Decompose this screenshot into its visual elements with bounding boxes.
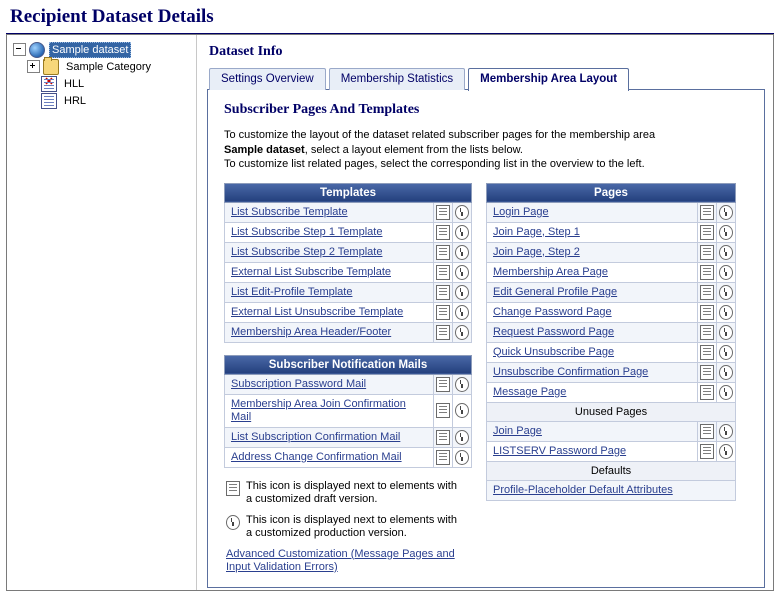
table-row[interactable]: [487, 242, 736, 262]
table-row[interactable]: [225, 242, 472, 262]
production-version-icon[interactable]: [455, 403, 469, 418]
tab-bar: [209, 67, 765, 90]
draft-version-icon[interactable]: [436, 430, 450, 445]
production-cell[interactable]: [453, 322, 472, 342]
advanced-customization-link[interactable]: [226, 548, 478, 575]
link-external-list-unsubscribe-template[interactable]: External List Unsubscribe Template: [231, 305, 404, 318]
table-cell-name: [487, 362, 698, 382]
link-login-page[interactable]: Login Page: [493, 205, 549, 218]
draft-cell[interactable]: [698, 441, 717, 461]
draft-version-icon[interactable]: [700, 205, 714, 220]
legend: [226, 480, 474, 541]
draft-cell[interactable]: [434, 447, 453, 467]
templates-header: Templates: [225, 183, 472, 202]
legend-text: [246, 480, 457, 507]
draft-version-icon[interactable]: [436, 305, 450, 320]
intro-line-3: To customize list related pages, select the corresponding list in the overview to the left.: [224, 158, 645, 170]
production-cell[interactable]: [717, 262, 736, 282]
link-membership-area-page[interactable]: Membership Area Page: [493, 265, 608, 278]
pages-header: Pages: [487, 183, 736, 202]
draft-cell[interactable]: [698, 322, 717, 342]
unused-pages-subheader-row: [487, 402, 736, 421]
draft-cell[interactable]: [434, 222, 453, 242]
draft-version-icon[interactable]: [436, 225, 450, 240]
tree-node-label[interactable]: HRL: [64, 94, 87, 107]
table-row[interactable]: [225, 374, 472, 394]
table-row[interactable]: [225, 427, 472, 447]
link-profile-placeholder-default-attributes[interactable]: Profile-Placeholder Default Attributes: [493, 483, 673, 496]
section-title: Dataset Info: [209, 44, 283, 59]
tab-panel-membership-area-layout: [207, 89, 765, 588]
draft-cell[interactable]: [698, 262, 717, 282]
page-title: Recipient Dataset Details: [10, 6, 214, 27]
table-row[interactable]: [487, 480, 736, 500]
table-row[interactable]: [487, 382, 736, 402]
draft-version-icon[interactable]: [700, 225, 714, 240]
draft-cell[interactable]: [434, 322, 453, 342]
production-version-icon[interactable]: [455, 450, 469, 465]
draft-version-icon[interactable]: [436, 377, 450, 392]
list-disabled-icon: [41, 76, 57, 92]
draft-cell[interactable]: [434, 242, 453, 262]
table-row[interactable]: [487, 202, 736, 222]
table-cell-name: [225, 322, 434, 342]
table-row[interactable]: [487, 322, 736, 342]
draft-cell[interactable]: [434, 427, 453, 447]
draft-version-icon[interactable]: [700, 385, 714, 400]
draft-version-icon[interactable]: [700, 245, 714, 260]
table-cell-name: [225, 282, 434, 302]
draft-cell[interactable]: [698, 242, 717, 262]
draft-version-icon[interactable]: [700, 285, 714, 300]
draft-cell[interactable]: [698, 222, 717, 242]
draft-version-icon[interactable]: [700, 305, 714, 320]
draft-version-icon[interactable]: [436, 325, 450, 340]
production-cell[interactable]: [453, 394, 472, 427]
draft-cell[interactable]: [698, 342, 717, 362]
tree-indent: [27, 76, 41, 92]
link-membership-area-header-footer[interactable]: Membership Area Header/Footer: [231, 325, 392, 338]
legend-row-draft: [226, 480, 474, 507]
production-cell[interactable]: [717, 362, 736, 382]
defaults-subheader-row: [487, 461, 736, 480]
production-version-icon[interactable]: [455, 305, 469, 320]
production-version-icon[interactable]: [719, 265, 733, 280]
table-cell-name: [487, 382, 698, 402]
intro-dataset-name: Sample dataset: [224, 143, 305, 156]
production-cell[interactable]: [717, 222, 736, 242]
link-join-page[interactable]: Join Page: [493, 424, 542, 437]
tree-node-label[interactable]: Sample Category: [66, 60, 151, 73]
draft-cell[interactable]: [698, 202, 717, 222]
production-cell[interactable]: [453, 427, 472, 447]
production-cell[interactable]: [453, 374, 472, 394]
table-row[interactable]: [487, 441, 736, 461]
draft-cell[interactable]: [698, 282, 717, 302]
table-row[interactable]: [225, 394, 472, 427]
legend-production-line-2: a customized production version.: [246, 527, 407, 539]
production-cell[interactable]: [717, 282, 736, 302]
link-quick-unsubscribe-page[interactable]: Quick Unsubscribe Page: [493, 345, 615, 358]
draft-cell[interactable]: [434, 282, 453, 302]
panel-intro-text: [224, 128, 750, 172]
production-version-icon[interactable]: [719, 205, 733, 220]
table-cell-name: [487, 342, 698, 362]
templates-table: [224, 183, 472, 343]
draft-version-icon[interactable]: [436, 245, 450, 260]
production-version-icon[interactable]: [719, 345, 733, 360]
table-cell-name: [487, 322, 698, 342]
table-cell-name: [225, 302, 434, 322]
table-cell-name: [487, 421, 698, 441]
production-cell[interactable]: [717, 322, 736, 342]
link-list-subscribe-template[interactable]: List Subscribe Template: [231, 205, 348, 218]
draft-cell[interactable]: [698, 362, 717, 382]
draft-cell[interactable]: [434, 302, 453, 322]
table-header-row: [487, 183, 736, 202]
production-version-icon[interactable]: [719, 424, 733, 439]
table-row[interactable]: [487, 362, 736, 382]
table-row[interactable]: [225, 282, 472, 302]
tree-indent: [13, 76, 27, 92]
tree-node-label[interactable]: HLL: [64, 77, 85, 90]
table-header-row: [225, 183, 472, 202]
link-list-subscribe-step-2-template[interactable]: List Subscribe Step 2 Template: [231, 245, 383, 258]
draft-cell[interactable]: [434, 202, 453, 222]
link-address-change-confirmation-mail[interactable]: Address Change Confirmation Mail: [231, 450, 402, 463]
advanced-customization-line-1[interactable]: Advanced Customization (Message Pages and: [226, 547, 455, 560]
production-version-icon[interactable]: [455, 265, 469, 280]
link-subscription-password-mail[interactable]: Subscription Password Mail: [231, 377, 367, 390]
draft-version-icon[interactable]: [700, 325, 714, 340]
draft-version-icon[interactable]: [436, 265, 450, 280]
table-cell-name: [487, 480, 736, 500]
draft-version-icon[interactable]: [700, 345, 714, 360]
collapse-expander-icon[interactable]: [13, 43, 26, 56]
link-edit-general-profile-page[interactable]: Edit General Profile Page: [493, 285, 618, 298]
table-row[interactable]: [487, 262, 736, 282]
link-list-edit-profile-template[interactable]: List Edit-Profile Template: [231, 285, 353, 298]
production-cell[interactable]: [453, 202, 472, 222]
tree-indent: [27, 93, 41, 109]
table-row[interactable]: [225, 447, 472, 467]
pages-table: [486, 183, 736, 501]
dataset-icon: [29, 42, 45, 58]
draft-cell[interactable]: [434, 262, 453, 282]
table-cell-name: [225, 242, 434, 262]
link-listserv-password-page[interactable]: LISTSERV Password Page: [493, 444, 627, 457]
tab-membership-area-layout[interactable]: Membership Area Layout: [468, 68, 629, 91]
link-change-password-page[interactable]: Change Password Page: [493, 305, 612, 318]
legend-production-line-1: This icon is displayed next to elements with: [246, 513, 457, 526]
tab-membership-statistics[interactable]: Membership Statistics: [329, 68, 465, 90]
tree-indent: [13, 93, 27, 109]
legend-draft-line-1: This icon is displayed next to elements with: [246, 479, 457, 492]
link-join-page-step-1[interactable]: Join Page, Step 1: [493, 225, 580, 238]
production-cell[interactable]: [453, 447, 472, 467]
legend-row-production: [226, 514, 474, 541]
table-cell-name: [225, 447, 434, 467]
link-list-subscribe-step-1-template[interactable]: List Subscribe Step 1 Template: [231, 225, 383, 238]
pages-column: [486, 183, 736, 513]
expand-expander-icon[interactable]: [27, 60, 40, 73]
panel-heading: Subscriber Pages And Templates: [224, 102, 420, 117]
table-cell-name: [487, 282, 698, 302]
draft-cell[interactable]: [698, 382, 717, 402]
link-list-subscription-confirmation-mail[interactable]: List Subscription Confirmation Mail: [231, 430, 401, 443]
production-cell[interactable]: [453, 302, 472, 322]
production-cell[interactable]: [717, 202, 736, 222]
defaults-label: Defaults: [487, 461, 736, 480]
draft-version-icon[interactable]: [700, 444, 714, 459]
production-cell[interactable]: [717, 441, 736, 461]
link-external-list-subscribe-template[interactable]: External List Subscribe Template: [231, 265, 391, 278]
intro-line-2: , select a layout element from the lists below.: [304, 143, 523, 156]
content-pane: [197, 35, 773, 590]
table-row[interactable]: [225, 302, 472, 322]
main-frame: [6, 34, 774, 591]
production-cell[interactable]: [453, 282, 472, 302]
table-row[interactable]: [487, 342, 736, 362]
table-cell-name: [225, 394, 434, 427]
folder-icon: [43, 59, 59, 75]
production-version-icon[interactable]: [455, 285, 469, 300]
production-version-icon[interactable]: [719, 444, 733, 459]
table-row[interactable]: [225, 202, 472, 222]
legend-draft-line-2: a customized draft version.: [246, 493, 378, 505]
tree-node-sample-category[interactable]: [13, 58, 192, 75]
table-cell-name: [225, 427, 434, 447]
production-version-icon[interactable]: [455, 430, 469, 445]
link-join-page-step-2[interactable]: Join Page, Step 2: [493, 245, 580, 258]
production-cell[interactable]: [717, 382, 736, 402]
tree-node-hll[interactable]: [13, 75, 192, 92]
tree-node-label[interactable]: Sample dataset: [49, 42, 131, 58]
table-cell-name: [225, 262, 434, 282]
production-cell[interactable]: [717, 242, 736, 262]
production-version-icon[interactable]: [719, 285, 733, 300]
tree-indent: [13, 59, 27, 75]
production-cell[interactable]: [453, 222, 472, 242]
unused-pages-label: Unused Pages: [487, 402, 736, 421]
dataset-tree[interactable]: [7, 35, 197, 590]
production-version-icon[interactable]: [455, 245, 469, 260]
draft-cell[interactable]: [434, 394, 453, 427]
link-message-page[interactable]: Message Page: [493, 385, 567, 398]
advanced-customization-line-2[interactable]: Input Validation Errors): [226, 561, 338, 573]
production-version-icon: [226, 515, 240, 530]
table-cell-name: [487, 441, 698, 461]
draft-cell[interactable]: [698, 302, 717, 322]
production-version-icon[interactable]: [719, 225, 733, 240]
table-cell-name: [487, 222, 698, 242]
legend-icon-wrap: [226, 514, 246, 530]
production-cell[interactable]: [717, 421, 736, 441]
table-cell-name: [225, 222, 434, 242]
draft-version-icon: [226, 481, 240, 496]
production-version-icon[interactable]: [719, 245, 733, 260]
production-version-icon[interactable]: [719, 325, 733, 340]
link-unsubscribe-confirmation-page[interactable]: Unsubscribe Confirmation Page: [493, 365, 649, 378]
draft-version-icon[interactable]: [700, 365, 714, 380]
production-version-icon[interactable]: [719, 385, 733, 400]
table-row[interactable]: [225, 262, 472, 282]
table-cell-name: [487, 302, 698, 322]
production-version-icon[interactable]: [455, 205, 469, 220]
production-version-icon[interactable]: [719, 365, 733, 380]
tree-node-hrl[interactable]: [13, 92, 192, 109]
notification-mails-table: [224, 355, 472, 468]
table-row[interactable]: [225, 322, 472, 342]
link-request-password-page[interactable]: Request Password Page: [493, 325, 615, 338]
production-cell[interactable]: [717, 342, 736, 362]
draft-version-icon[interactable]: [436, 403, 450, 418]
production-version-icon[interactable]: [455, 325, 469, 340]
production-version-icon[interactable]: [455, 377, 469, 392]
table-row[interactable]: [487, 421, 736, 441]
table-header-row: [225, 355, 472, 374]
table-row[interactable]: [487, 222, 736, 242]
table-row[interactable]: [487, 302, 736, 322]
draft-cell[interactable]: [698, 421, 717, 441]
legend-icon-wrap: [226, 480, 246, 496]
draft-cell[interactable]: [434, 374, 453, 394]
tree-node-sample-dataset[interactable]: [13, 41, 192, 58]
templates-column: [224, 183, 472, 575]
list-icon: [41, 93, 57, 109]
link-membership-area-join-confirmation-mail[interactable]: Membership Area Join Confirmation Mail: [231, 397, 406, 423]
legend-text: [246, 514, 457, 541]
table-cell-name: [487, 202, 698, 222]
table-cell-name: [487, 262, 698, 282]
draft-version-icon[interactable]: [700, 265, 714, 280]
draft-version-icon[interactable]: [436, 285, 450, 300]
draft-version-icon[interactable]: [436, 205, 450, 220]
table-cell-name: [225, 374, 434, 394]
table-cell-name: [487, 242, 698, 262]
production-cell[interactable]: [717, 302, 736, 322]
tab-settings-overview[interactable]: Settings Overview: [209, 68, 326, 90]
layout-columns: [224, 183, 750, 575]
table-cell-name: [225, 202, 434, 222]
production-version-icon[interactable]: [719, 305, 733, 320]
table-row[interactable]: [487, 282, 736, 302]
production-version-icon[interactable]: [455, 225, 469, 240]
draft-version-icon[interactable]: [700, 424, 714, 439]
intro-line-1: To customize the layout of the dataset related subscriber pages for the membership area: [224, 129, 656, 141]
notification-mails-header: Subscriber Notification Mails: [225, 355, 472, 374]
draft-version-icon[interactable]: [436, 450, 450, 465]
production-cell[interactable]: [453, 262, 472, 282]
production-cell[interactable]: [453, 242, 472, 262]
table-row[interactable]: [225, 222, 472, 242]
